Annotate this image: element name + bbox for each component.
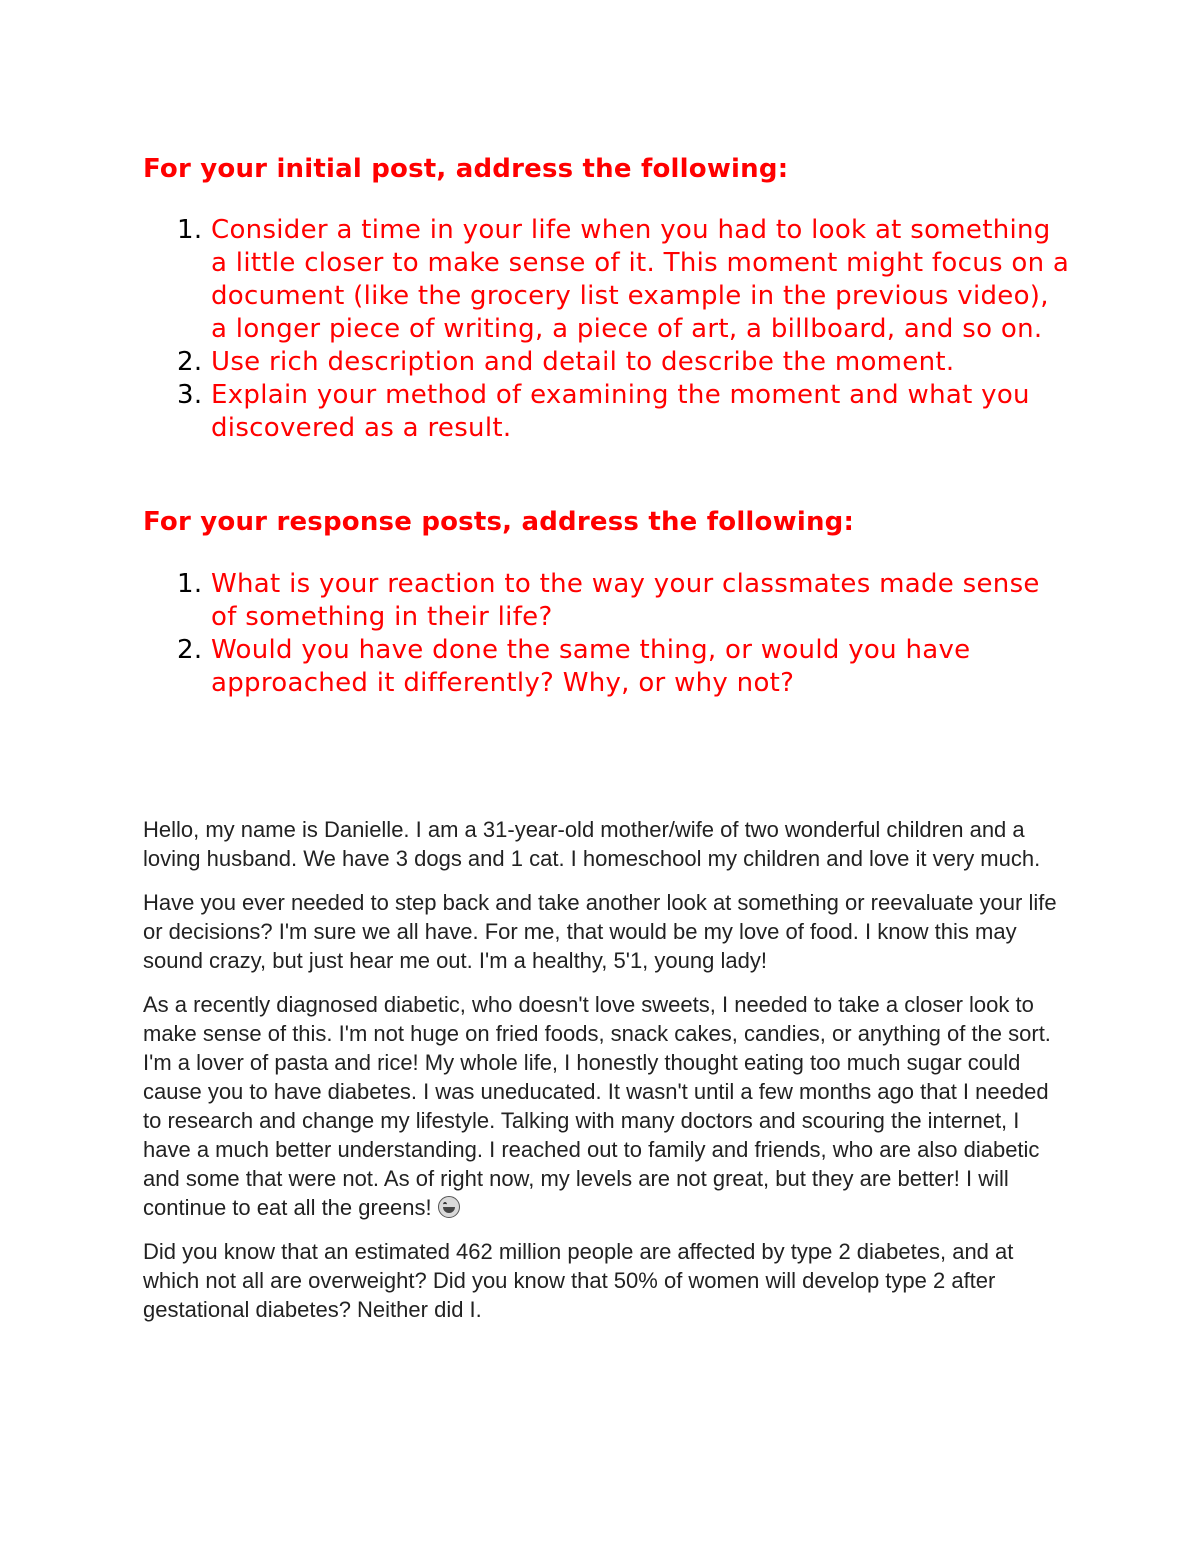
post-paragraph-with-emoji [143, 990, 1063, 1222]
list-item [143, 214, 1073, 346]
list-item-text: Would you have done the same thing, or would you have approached it differently? Why, or why not? [211, 635, 971, 698]
list-number: 1. [177, 569, 203, 599]
list-item-text: Consider a time in your life when you had to look at something a little closer to make sense of it. This moment might focus on a document (like the grocery list example in the previous video), a longer piece of writing, a piece of art, a billboard, and so on. [211, 215, 1070, 344]
list-item [143, 634, 1073, 700]
list-number: 2. [177, 635, 203, 665]
post-paragraph: Hello, my name is Danielle. I am a 31-year-old mother/wife of two wonderful children and a loving husband. We have 3 dogs and 1 cat. I homeschool my children and love it very much. [143, 817, 1041, 871]
response-post-prompt [143, 505, 1073, 700]
post-paragraph: As a recently diagnosed diabetic, who doesn't love sweets, I needed to take a closer look to make sense of this. I'm not huge on fried foods, snack cakes, candies, or anything of the sort. I'm a lover of pasta and rice! My whole life, I honestly thought eating too much sugar could cause you to have diabetes. I was uneducated. It wasn't until a few months ago that I needed to research and change my lifestyle. Talking with many doctors and scouring the internet, I have a much better understanding. I reached out to family and friends, who are also diabetic and some that were not. As of right now, my levels are not great, but they are better! I will continue to eat all the greens! [143, 992, 1051, 1220]
initial-post-list [143, 214, 1073, 445]
list-number: 2. [177, 347, 203, 377]
list-item-text: Explain your method of examining the moment and what you discovered as a result. [211, 380, 1030, 443]
list-number: 3. [177, 380, 203, 410]
initial-post-heading: For your initial post, address the following: [143, 154, 789, 184]
list-item-text: What is your reaction to the way your classmates made sense of something in their life? [211, 569, 1040, 632]
initial-post-prompt [143, 152, 1073, 445]
post-paragraph: Have you ever needed to step back and take another look at something or reevaluate your life or decisions? I'm sure we all have. For me, that would be my love of food. I know this may sound crazy, but just hear me out. I'm a healthy, 5'1, young lady! [143, 890, 1057, 973]
post-paragraph: Did you know that an estimated 462 million people are affected by type 2 diabetes, and at which not all are overweight? Did you know that 50% of women will develop type 2 after gestational diabetes? Neither did I. [143, 1239, 1014, 1322]
response-post-heading: For your response posts, address the following: [143, 507, 855, 537]
discussion-post-body [143, 815, 1063, 1339]
list-number: 1. [177, 215, 203, 245]
response-post-list [143, 568, 1073, 700]
list-item [143, 568, 1073, 634]
list-item-text: Use rich description and detail to describe the moment. [211, 347, 955, 377]
laughing-face-icon [438, 1196, 460, 1218]
list-item [143, 346, 1073, 379]
list-item [143, 379, 1073, 445]
